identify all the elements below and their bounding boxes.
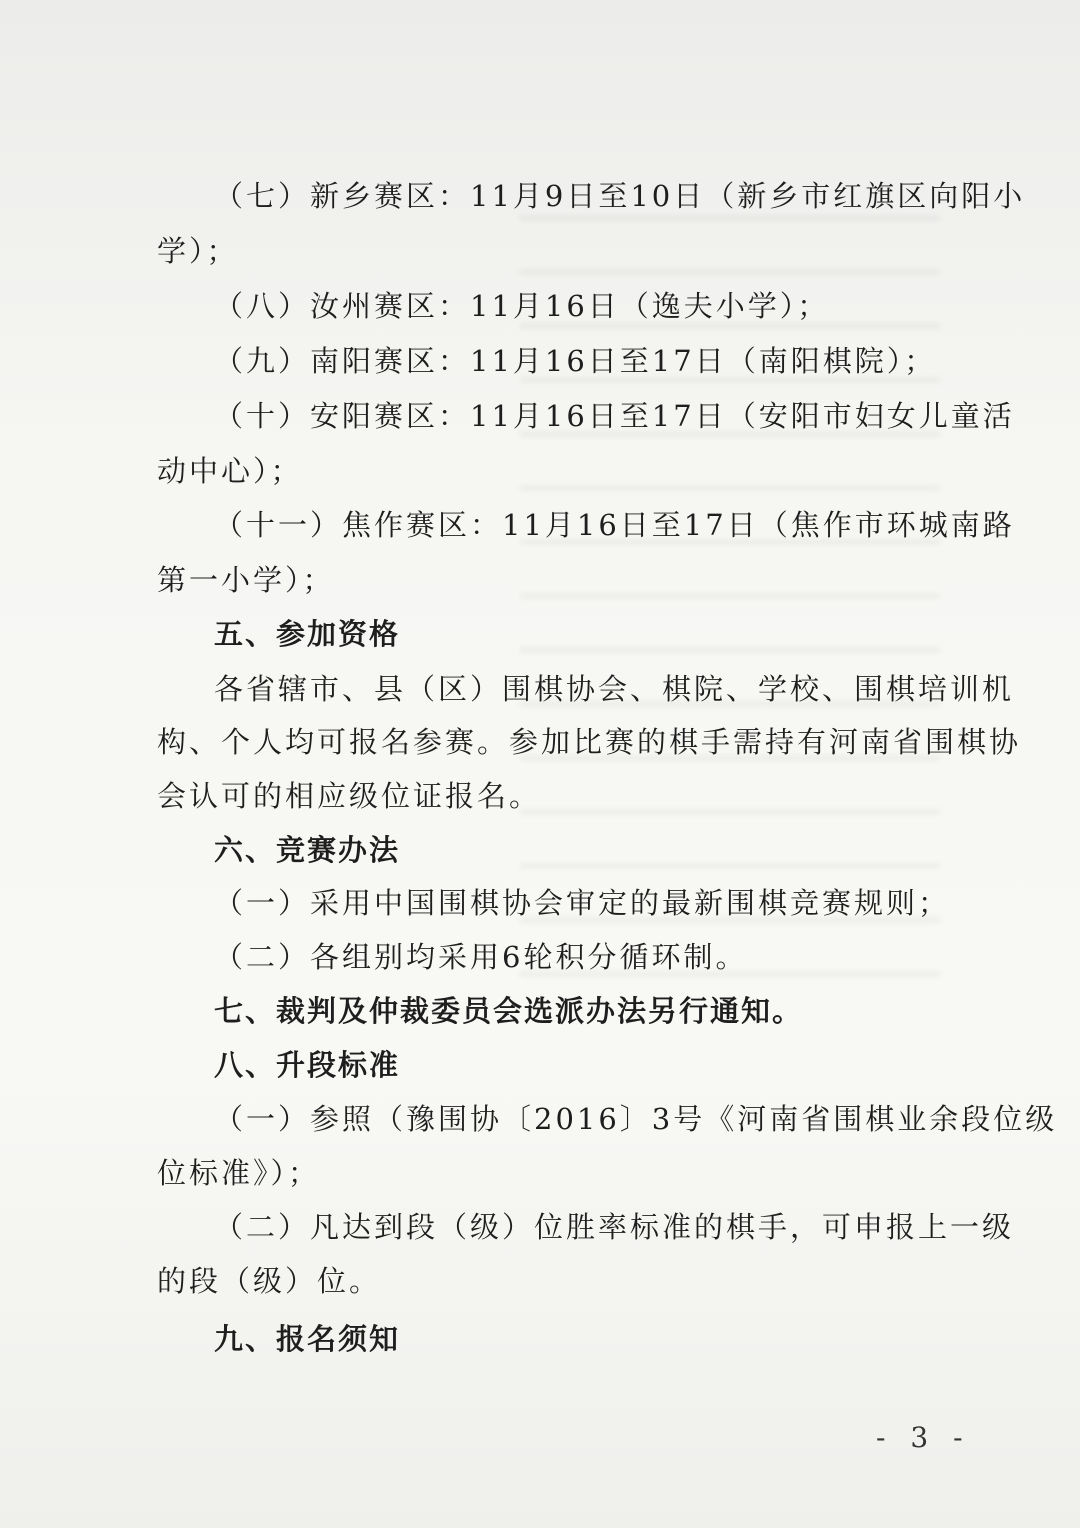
competition-rule-1: （一）采用中国围棋协会审定的最新围棋竞赛规则； xyxy=(214,886,951,920)
section-heading-registration: 九、报名须知 xyxy=(214,1322,401,1356)
venue-ruzhou: （八）汝州赛区：11月16日（逸夫小学）； xyxy=(214,289,830,323)
promotion-rule-2-line-1: （二）凡达到段（级）位胜率标准的棋手，可申报上一级 xyxy=(214,1210,1015,1244)
promotion-rule-1-line-1: （一）参照（豫围协〔2016〕3号《河南省围棋业余段位级 xyxy=(214,1102,1058,1136)
eligibility-line-1: 各省辖市、县（区）围棋协会、棋院、学校、围棋培训机 xyxy=(214,672,1015,706)
promotion-rule-1-line-2: 位标准》）； xyxy=(157,1156,321,1190)
section-heading-competition-method: 六、竞赛办法 xyxy=(214,833,401,867)
venue-jiaozuo-line-1: （十一）焦作赛区：11月16日至17日（焦作市环城南路 xyxy=(214,508,1015,542)
section-heading-eligibility: 五、参加资格 xyxy=(214,617,401,651)
eligibility-line-3: 会认可的相应级位证报名。 xyxy=(157,779,542,813)
venue-xinxiang-line-2: 学）； xyxy=(157,234,239,268)
competition-rule-2: （二）各组别均采用6轮积分循环制。 xyxy=(214,940,748,974)
section-heading-promotion: 八、升段标准 xyxy=(214,1048,401,1082)
promotion-rule-2-line-2: 的段（级）位。 xyxy=(157,1264,382,1298)
eligibility-line-2: 构、个人均可报名参赛。参加比赛的棋手需持有河南省围棋协 xyxy=(157,725,1022,759)
venue-nanyang: （九）南阳赛区：11月16日至17日（南阳棋院）； xyxy=(214,344,937,378)
venue-jiaozuo-line-2: 第一小学）； xyxy=(157,563,335,597)
section-heading-referees: 七、裁判及仲裁委员会选派办法另行通知。 xyxy=(214,994,804,1028)
venue-anyang-line-2: 动中心）； xyxy=(157,454,303,488)
venue-xinxiang-line-1: （七）新乡赛区：11月9日至10日（新乡市红旗区向阳小 xyxy=(214,179,1026,213)
page-number: - 3 - xyxy=(876,1421,971,1454)
venue-anyang-line-1: （十）安阳赛区：11月16日至17日（安阳市妇女儿童活 xyxy=(214,399,1015,433)
